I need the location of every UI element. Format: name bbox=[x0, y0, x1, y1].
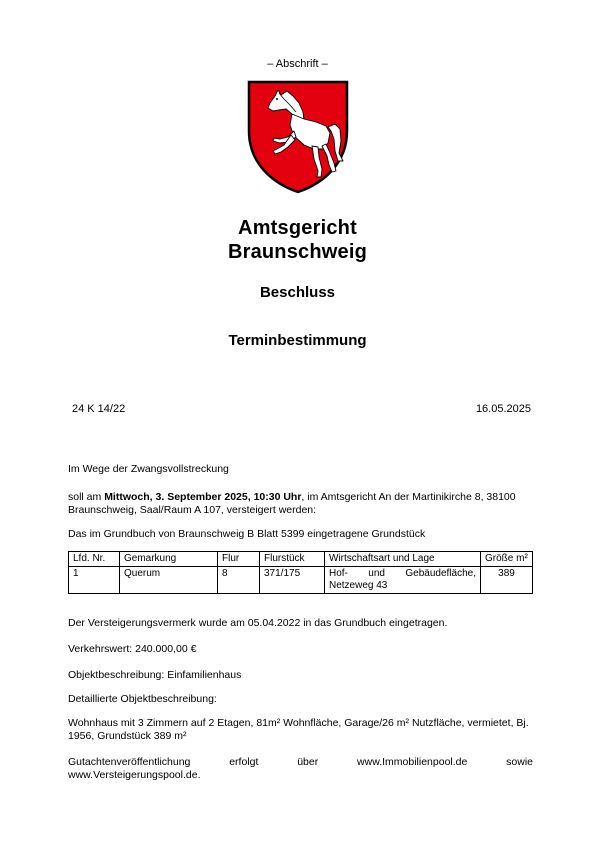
property-intro: Das im Grundbuch von Braunschweig B Blatt 5399 eingetragene Grundstück bbox=[68, 528, 426, 540]
cell-lfd: 1 bbox=[69, 567, 120, 594]
objektbeschreibung-text: Objektbeschreibung: Einfamilienhaus bbox=[68, 669, 242, 681]
col-header-lfd: Lfd. Nr. bbox=[69, 552, 120, 567]
gutachten-line2: www.Versteigerungspool.de. bbox=[68, 769, 201, 781]
court-name-line1: Amtsgericht bbox=[238, 217, 357, 239]
document-type-heading: Beschluss bbox=[259, 284, 336, 301]
lower-saxony-horse-crest-icon bbox=[246, 79, 350, 195]
schedule-location: , im Amtsgericht An der Martinikirche 8, 38100 Braunschweig, Saal/Raum A 107, versteigert werden: bbox=[68, 491, 516, 516]
cell-gemarkung: Querum bbox=[120, 567, 218, 594]
table-header-row bbox=[69, 552, 533, 567]
col-header-flurstueck: Flurstück bbox=[260, 552, 325, 567]
col-header-gemarkung: Gemarkung bbox=[120, 552, 218, 567]
cell-flurstueck: 371/175 bbox=[260, 567, 325, 594]
court-name bbox=[0, 216, 595, 264]
detail-description: Wohnhaus mit 3 Zimmern auf 2 Etagen, 81m² Wohnfläche, Garage/26 m² Nutzfläche, vermietet, Bj. 1956, Grundstück 389 m² bbox=[68, 717, 529, 742]
schedule-prefix: soll am bbox=[68, 491, 105, 503]
cell-flur: 8 bbox=[218, 567, 260, 594]
detail-label: Detaillierte Objektbeschreibung: bbox=[68, 693, 217, 705]
cell-wirtschaftsart bbox=[325, 567, 481, 594]
file-number: 24 K 14/22 bbox=[72, 403, 126, 415]
col-header-groesse: Größe m² bbox=[481, 552, 533, 567]
cell-groesse: 389 bbox=[481, 567, 533, 594]
col-header-flur: Flur bbox=[218, 552, 260, 567]
schedule-datetime: Mittwoch, 3. September 2025, 10:30 Uhr bbox=[104, 491, 302, 503]
copy-note: – Abschrift – bbox=[267, 58, 328, 70]
intro-text: Im Wege der Zwangsvollstreckung bbox=[68, 463, 229, 475]
property-table bbox=[68, 551, 533, 594]
document-date: 16.05.2025 bbox=[475, 403, 531, 415]
cell-wirtschaftsart-line1: Hof- und Gebäudefläche, bbox=[329, 568, 476, 579]
vermerk-text: Der Versteigerungsvermerk wurde am 05.04.2022 in das Grundbuch eingetragen. bbox=[68, 617, 448, 629]
schedule-paragraph bbox=[68, 491, 533, 517]
court-name-line2: Braunschweig bbox=[227, 241, 368, 263]
verkehrswert-text: Verkehrswert: 240.000,00 € bbox=[68, 643, 197, 655]
cell-wirtschaftsart-line2: Netzeweg 43 bbox=[329, 580, 388, 591]
subject-heading: Terminbestimmung bbox=[228, 332, 367, 349]
col-header-wirtschaftsart: Wirtschaftsart und Lage bbox=[325, 552, 481, 567]
table-row bbox=[69, 567, 533, 594]
gutachten-line1: Gutachtenveröffentlichung erfolgt über www.Immobilienpool.de sowie bbox=[68, 756, 533, 768]
